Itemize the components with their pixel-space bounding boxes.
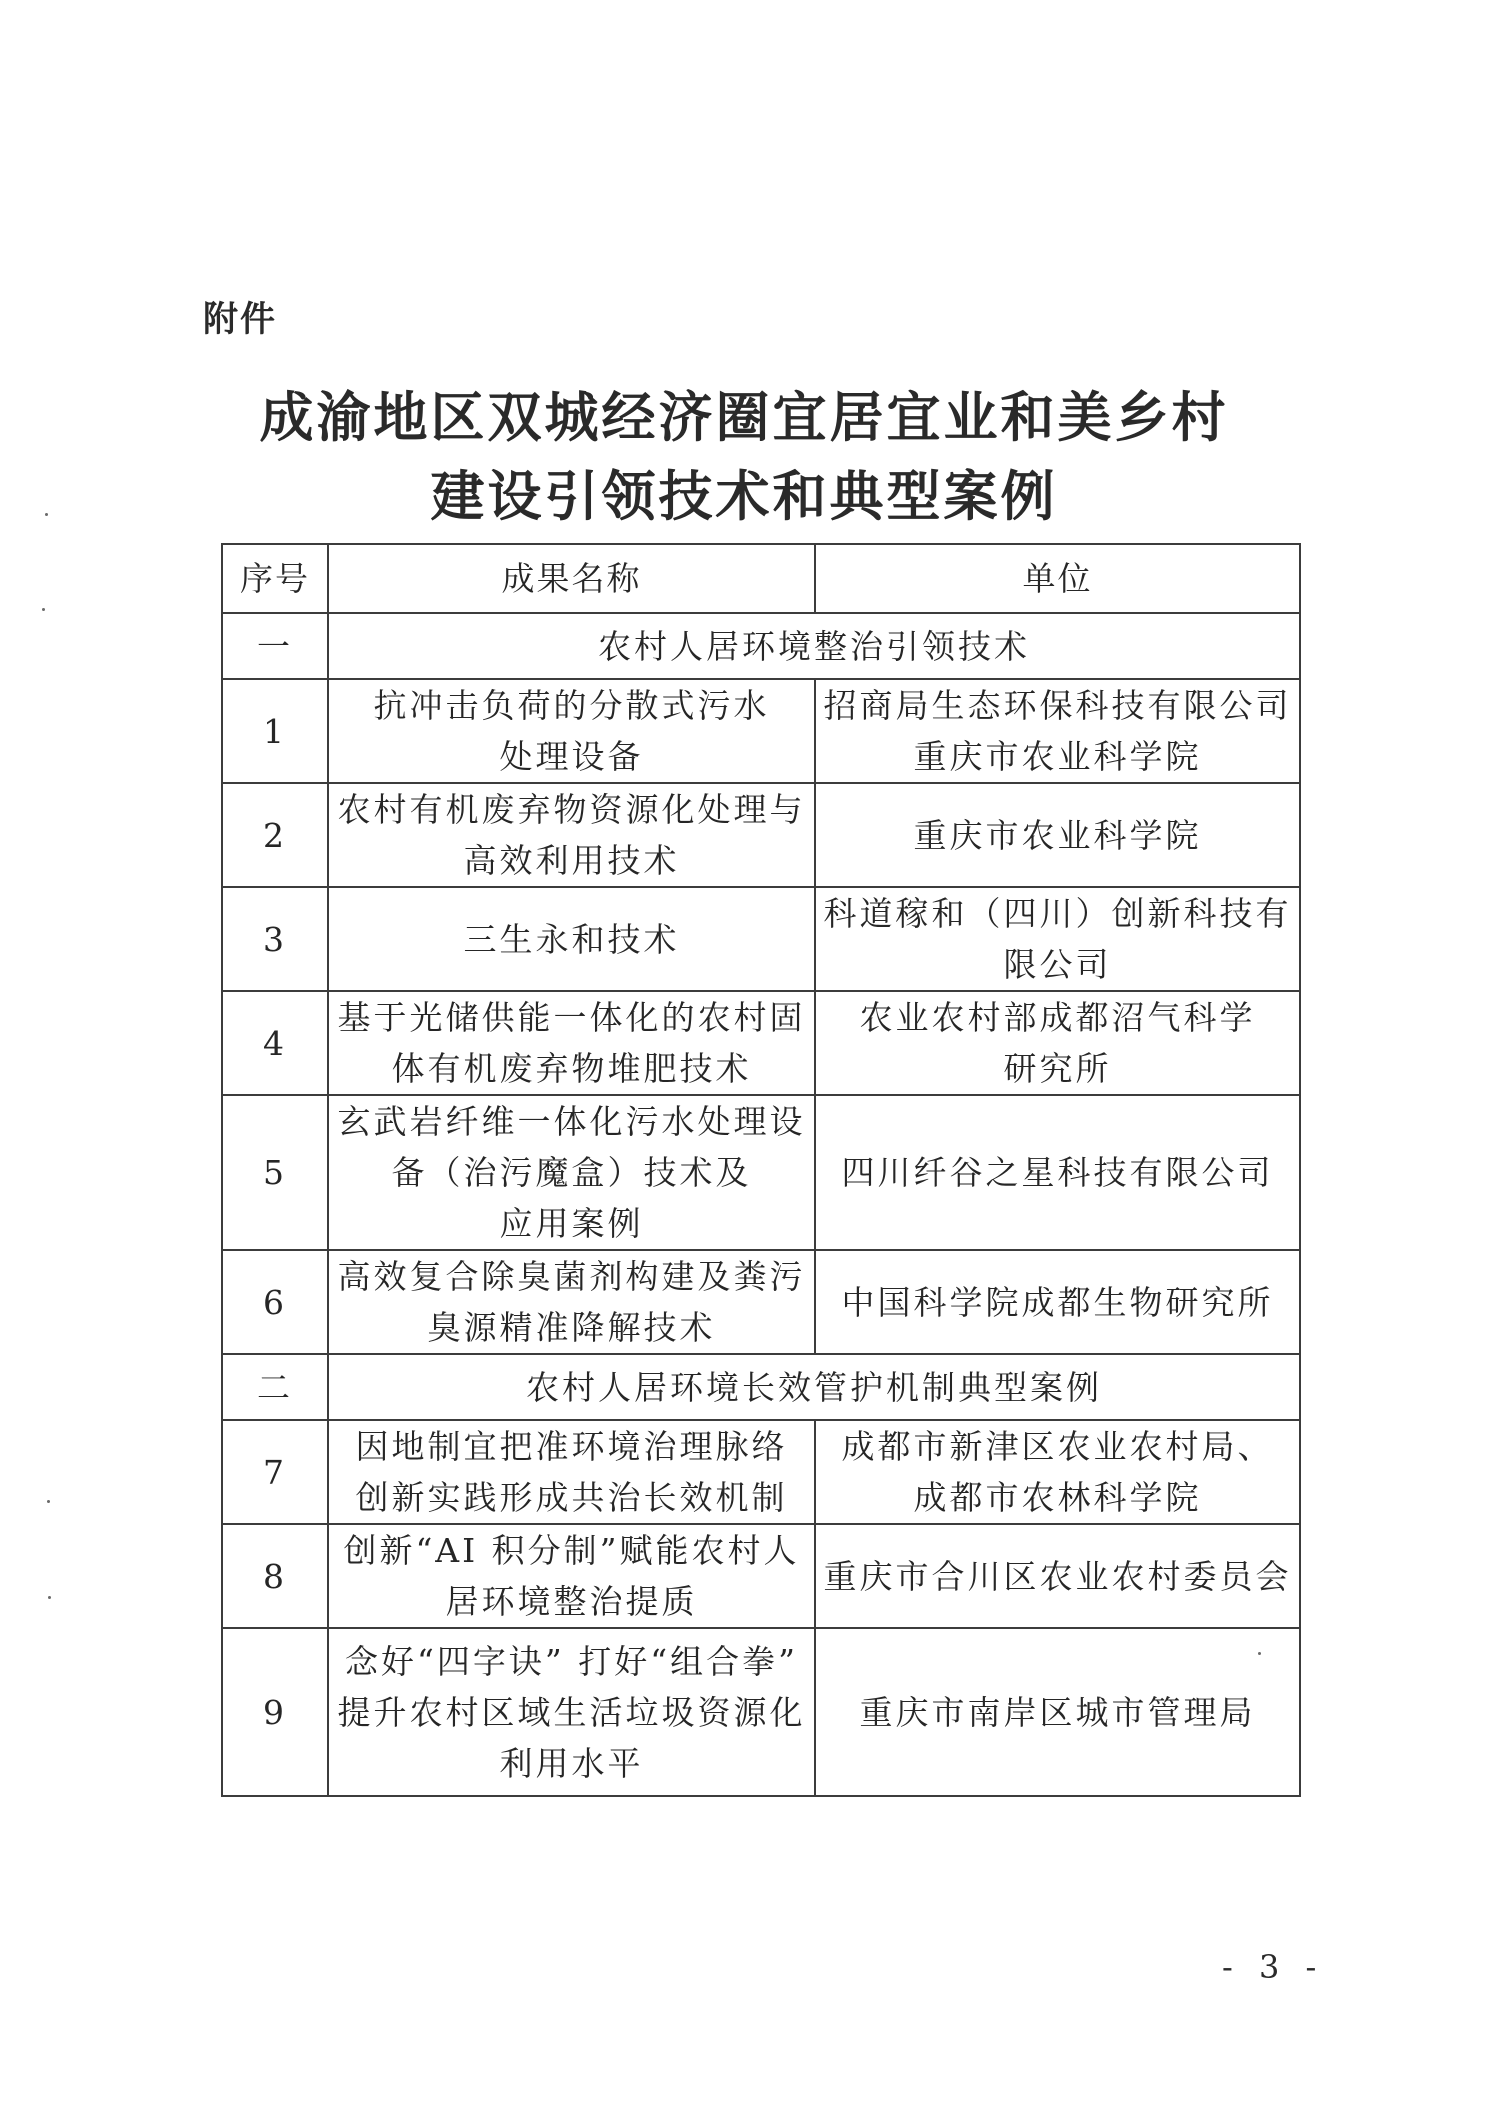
row-name: 三生永和技术 [328,887,815,991]
row-unit: 重庆市合川区农业农村委员会 [815,1524,1300,1628]
table-row [222,783,1300,887]
row-name: 抗冲击负荷的分散式污水 处理设备 [328,679,815,783]
scan-speck [42,608,45,611]
table-row [222,1628,1300,1796]
row-unit: 重庆市南岸区城市管理局 [815,1628,1300,1796]
row-name: 创新“AI 积分制”赋能农村人 居环境整治提质 [328,1524,815,1628]
header-name: 成果名称 [328,544,815,613]
table-row [222,1250,1300,1354]
table-row [222,1524,1300,1628]
section-row [222,1354,1300,1420]
section-row [222,613,1300,679]
table-row [222,887,1300,991]
row-name: 农村有机废弃物资源化处理与 高效利用技术 [328,783,815,887]
row-unit: 四川纤谷之星科技有限公司 [815,1095,1300,1250]
results-table [221,543,1301,1797]
section-title: 农村人居环境长效管护机制典型案例 [328,1354,1300,1420]
scan-speck [48,1596,51,1599]
page-number: - 3 - [1222,1948,1325,1986]
row-seq: 5 [222,1095,328,1250]
annex-label: 附件 [203,300,278,340]
header-seq: 序号 [222,544,328,613]
row-seq: 7 [222,1420,328,1524]
scan-speck [45,513,48,516]
row-unit: 重庆市农业科学院 [815,783,1300,887]
section-seq: 二 [222,1354,328,1420]
row-unit: 招商局生态环保科技有限公司 重庆市农业科学院 [815,679,1300,783]
scan-speck [47,1500,50,1503]
section-seq: 一 [222,613,328,679]
header-unit: 单位 [815,544,1300,613]
document-title-line-2: 建设引领技术和典型案例 [430,464,1058,528]
section-title: 农村人居环境整治引领技术 [328,613,1300,679]
row-name: 玄武岩纤维一体化污水处理设 备（治污魔盒）技术及 应用案例 [328,1095,815,1250]
scan-speck [1258,1652,1261,1655]
row-name: 因地制宜把准环境治理脉络 创新实践形成共治长效机制 [328,1420,815,1524]
row-unit: 农业农村部成都沼气科学 研究所 [815,991,1300,1095]
table-row [222,1420,1300,1524]
row-seq: 8 [222,1524,328,1628]
row-seq: 6 [222,1250,328,1354]
table-row [222,991,1300,1095]
document-title-line-1: 成渝地区双城经济圈宜居宜业和美乡村 [259,385,1229,449]
row-unit: 成都市新津区农业农村局、 成都市农林科学院 [815,1420,1300,1524]
row-seq: 3 [222,887,328,991]
row-name: 念好“四字诀” 打好“组合拳” 提升农村区域生活垃圾资源化 利用水平 [328,1628,815,1796]
table-header-row [222,544,1300,613]
row-name: 高效复合除臭菌剂构建及粪污 臭源精准降解技术 [328,1250,815,1354]
row-seq: 4 [222,991,328,1095]
row-unit: 中国科学院成都生物研究所 [815,1250,1300,1354]
row-unit: 科道稼和（四川）创新科技有 限公司 [815,887,1300,991]
row-name: 基于光储供能一体化的农村固 体有机废弃物堆肥技术 [328,991,815,1095]
row-seq: 1 [222,679,328,783]
table-row [222,679,1300,783]
table-row [222,1095,1300,1250]
row-seq: 9 [222,1628,328,1796]
row-seq: 2 [222,783,328,887]
